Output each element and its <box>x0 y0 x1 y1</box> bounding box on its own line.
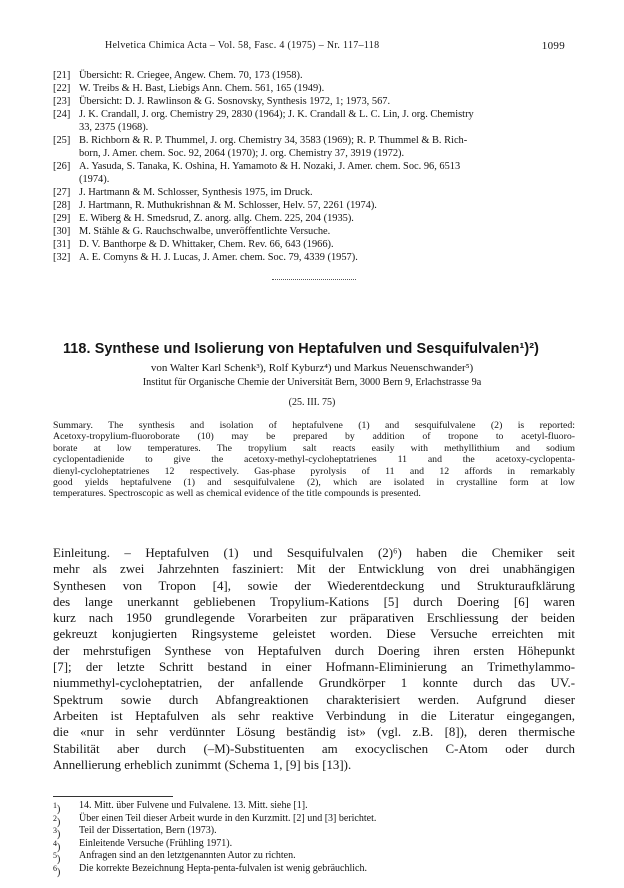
body-line: der mehrstufigen Synthese von Heptafulven durch Doering ihren ersten Höhepunkt <box>53 643 575 658</box>
reference-item <box>53 69 575 82</box>
footnote-marker: $^4$) <box>53 838 61 853</box>
article-date: (25. III. 75) <box>288 397 336 408</box>
reference-text: A. Yasuda, S. Tanaka, K. Oshina, H. Yamamoto & H. Nozaki, J. Amer. chem. Soc. 96, 6513 <box>79 161 461 172</box>
reference-number: [30] <box>53 226 71 237</box>
reference-item <box>53 238 575 251</box>
body-line: kurz nach 1950 grundlegende Vorarbeiten zur präparativen Erschliessung der beiden <box>53 611 575 626</box>
reference-item <box>53 251 575 264</box>
reference-number: [31] <box>53 239 71 250</box>
body-line: Synthesen von Tropon [4], sowie der Wiederentdeckung und Strukturaufklärung <box>53 578 575 593</box>
footnote-item <box>53 850 575 866</box>
footnote-item <box>53 863 575 876</box>
body-line: gekreuzt konjugierten Ringsysteme geleistet worden. Diese Versuche erreichten mit <box>53 627 575 642</box>
summary-line: Acetoxy-tropylium-fluoroborate (10) may be prepared by addition of tropone to acetyl-fluoro- <box>53 431 575 443</box>
footnote-rule <box>53 796 173 797</box>
footnote-marker: $^1$) <box>53 801 61 815</box>
summary-line: dienyl-cycloheptatrienes 12 respectively. Gas-phase pyrolysis of 11 and 12 affords in remarkably <box>53 465 575 477</box>
reference-item <box>53 199 575 212</box>
footnote-item <box>53 813 575 826</box>
footnote-number: 6 <box>53 863 57 873</box>
summary-line: Summary. The synthesis and isolation of heptafulvene (1) and sesquifulvalene (2) is reported: <box>53 420 575 431</box>
reference-item <box>53 212 575 225</box>
footnote-item <box>53 838 575 851</box>
body-line: [7]; der letzte Schritt bestand in einer Hofmann-Eliminierung an Trimethylammo- <box>53 660 575 675</box>
reference-text: born, J. Amer. chem. Soc. 92, 2064 (1970); J. org. Chemistry 37, 3919 (1972). <box>79 148 405 159</box>
summary-line: good yields heptafulvene (1) and sesquifulvalene (2), which are isolated in crystalline form at low <box>53 477 575 489</box>
article-body <box>53 545 575 773</box>
footnote-text: 14. Mitt. über Fulvene und Fulvalene. 13. Mitt. siehe [1]. <box>79 800 308 811</box>
reference-text: M. Stähle & G. Rauchschwalbe, unveröffentlichte Versuche. <box>79 226 331 237</box>
reference-text: 33, 2375 (1968). <box>79 122 149 133</box>
footnote-text: Teil der Dissertation, Bern (1973). <box>79 825 217 837</box>
reference-number: [24] <box>53 109 71 120</box>
section-divider <box>272 279 356 280</box>
summary-line: cyclopentadienide to give the acetoxy-methyl-cycloheptatrienes 11 and the acetoxy-cyclopenta- <box>53 454 575 466</box>
reference-item <box>53 225 575 238</box>
reference-number: [25] <box>53 135 71 146</box>
body-line: mehr als zwei Jahrzehnten fasziniert: Mit der Entwicklung von drei unabhängigen <box>53 562 575 577</box>
body-line: Einleitung. – Heptafulven (1) und Sesquifulvalen (2)⁶) haben die Chemiker seit <box>53 546 575 560</box>
footnote-text: Einleitende Versuche (Frühling 1971). <box>79 837 233 849</box>
body-line: die «nur in sehr verdünnter Lösung beständig ist» (vgl. z.B. [8]), deren thermische <box>53 725 575 740</box>
reference-text: E. Wiberg & H. Smedsrud, Z. anorg. allg. Chem. 225, 204 (1935). <box>79 213 354 224</box>
footnote-number: 5 <box>53 851 57 861</box>
reference-item <box>53 186 575 199</box>
reference-item <box>53 160 575 186</box>
body-line: Spektrum sowie durch Abfangreaktionen charakterisiert werden. Aufgrund dieser <box>53 692 575 707</box>
reference-text: D. V. Banthorpe & D. Whittaker, Chem. Rev. 66, 643 (1966). <box>79 239 334 250</box>
footnote-marker: $^6$) <box>53 863 61 878</box>
reference-text: Übersicht: R. Criegee, Angew. Chem. 70, 173 (1958). <box>79 70 303 81</box>
reference-number: [26] <box>53 161 71 172</box>
footnote-number: 1 <box>53 801 57 810</box>
body-line: Stabilität aber durch (–M)-Substituenten am exocyclischen C-Atom oder durch <box>53 741 575 756</box>
footnote-text: Über einen Teil dieser Arbeit wurde in den Kurzmitt. [2] und [3] berichtet. <box>79 812 377 824</box>
running-header <box>105 40 565 51</box>
footnote-number: 4 <box>53 838 57 848</box>
body-line: des lange unerkannt gebliebenen Tropylium-Kations [5] durch Doering [6] waren <box>53 594 575 609</box>
reference-number: [22] <box>53 83 71 94</box>
reference-text: J. Hartmann, R. Muthukrishnan & M. Schlosser, Helv. 57, 2261 (1974). <box>79 200 377 211</box>
reference-text: (1974). <box>79 174 110 185</box>
footnote-number: 2 <box>53 813 57 823</box>
running-head-text: Helvetica Chimica Acta – Vol. 58, Fasc. 4 (1975) – Nr. 117–118 <box>105 40 380 51</box>
summary-line: borate at low temperatures. The tropylium salt reacts easily with methyllithium and sodium <box>53 442 575 454</box>
reference-number: [29] <box>53 213 71 224</box>
reference-text: B. Richborn & R. P. Thummel, J. org. Chemistry 34, 3583 (1969); R. P. Thummel & B. Rich- <box>79 135 468 146</box>
reference-text: J. Hartmann & M. Schlosser, Synthesis 1975, im Druck. <box>79 187 313 198</box>
article-institute: Institut für Organische Chemie der Universität Bern, 3000 Bern 9, Erlachstrasse 9a <box>142 377 482 388</box>
reference-number: [27] <box>53 187 71 198</box>
reference-text: Übersicht: D. J. Rawlinson & G. Sosnovsky, Synthesis 1972, 1; 1973, 567. <box>79 96 391 107</box>
footnote-item <box>53 800 575 813</box>
reference-number: [21] <box>53 70 71 81</box>
reference-text: A. E. Comyns & H. J. Lucas, J. Amer. chem. Soc. 79, 4339 (1957). <box>79 252 358 263</box>
footnote-text: Die korrekte Bezeichnung Hepta-penta-fulvalen ist wenig gebräuchlich. <box>79 862 367 874</box>
article-summary <box>53 420 575 500</box>
footnote-number: 3 <box>53 826 57 836</box>
summary-line: temperatures. Spectroscopic as well as chemical evidence of the title compounds is presented. <box>53 488 421 500</box>
footnote-list <box>53 800 575 876</box>
footnote-marker: $^3$) <box>53 826 61 841</box>
footnote-text: Anfragen sind an den letztgenannten Autor zu richten. <box>79 850 296 862</box>
article-authors: von Walter Karl Schenk³), Rolf Kyburz⁴) und Markus Neuenschwander⁵) <box>150 362 474 374</box>
body-line: Arbeiten ist Heptafulven als sehr reaktive Verbindung in die Literatur eingegangen, <box>53 708 575 723</box>
reference-number: [28] <box>53 200 71 211</box>
reference-item <box>53 82 575 95</box>
reference-text: W. Treibs & H. Bast, Liebigs Ann. Chem. 561, 165 (1949). <box>79 83 325 94</box>
article-title: 118. Synthese und Isolierung von Heptafulven und Sesquifulvalen¹)²) <box>63 341 540 357</box>
reference-item <box>53 95 575 108</box>
footnote-marker: $^5$) <box>53 851 61 866</box>
reference-item <box>53 134 575 160</box>
page-number: 1099 <box>541 40 565 52</box>
reference-item <box>53 108 575 134</box>
body-line: niummethyl-cycloheptatrien, der anfallende Grundkörper 1 konnte durch das UV.- <box>53 676 575 691</box>
reference-number: [32] <box>53 252 71 263</box>
footnote-item <box>53 825 575 841</box>
footnote-marker: $^2$) <box>53 813 61 828</box>
reference-text: J. K. Crandall, J. org. Chemistry 29, 2830 (1964); J. K. Crandall & L. C. Lin, J. org. Chemistry <box>79 109 474 120</box>
reference-list <box>53 69 575 264</box>
reference-number: [23] <box>53 96 71 107</box>
body-line: Annellierung erheblich zunimmt (Schema 1, [9] bis [13]). <box>53 757 352 772</box>
